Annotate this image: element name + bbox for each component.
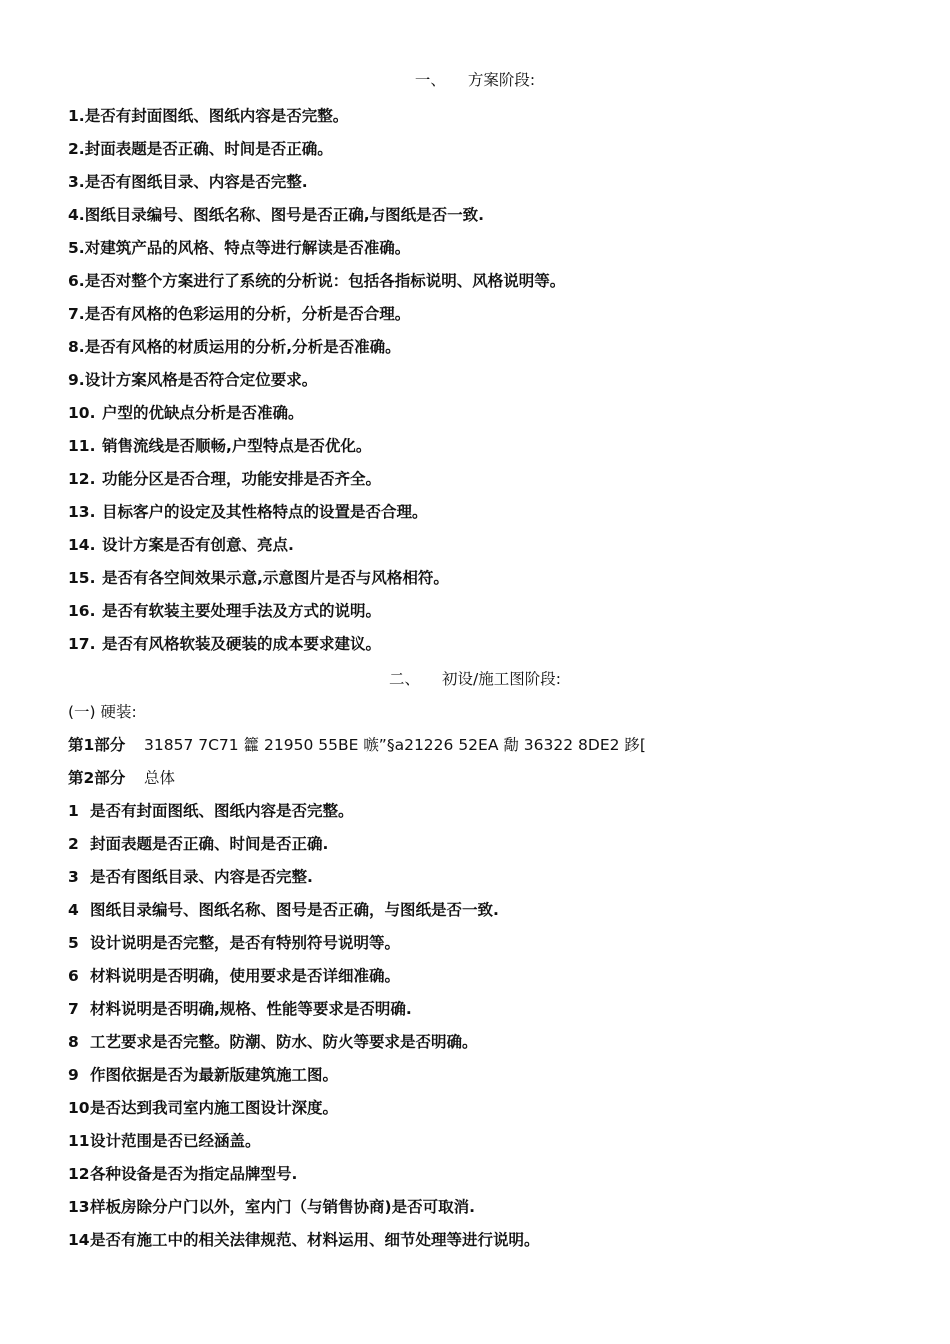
item-number: 11.: [68, 437, 96, 455]
item-text: 是否有图纸目录、内容是否完整.: [90, 868, 313, 886]
list-item: [68, 634, 381, 654]
item-text: 设计方案是否有创意、亮点.: [102, 536, 294, 554]
item-number: 4.: [68, 206, 85, 224]
section-1-heading: [0, 70, 950, 90]
item-text: 工艺要求是否完整。防潮、防水、防火等要求是否明确。: [90, 1033, 478, 1051]
section-2-heading-number: 二、: [389, 670, 421, 688]
list-item: [68, 867, 313, 887]
item-number: 16.: [68, 602, 96, 620]
list-item: [68, 900, 499, 920]
item-text: 是否有风格软装及硬装的成本要求建议。: [102, 635, 382, 653]
item-number: 6.: [68, 272, 85, 290]
item-text: 样板房除分户门以外，室内门（与销售协商)是否可取消.: [90, 1198, 475, 1216]
list-item: [68, 1164, 297, 1184]
item-text: 对建筑产品的风格、特点等进行解读是否准确。: [84, 239, 411, 257]
item-number: 13.: [68, 503, 96, 521]
item-number: 1: [68, 802, 79, 820]
item-number: 9: [68, 1066, 79, 1084]
item-text: 作图依据是否为最新版建筑施工图。: [90, 1066, 339, 1084]
part-2-label: 第2部分: [68, 769, 126, 787]
section-2-heading-text: 初设/施工图阶段:: [442, 670, 561, 688]
list-item: [68, 139, 333, 159]
list-item: [68, 106, 348, 126]
item-number: 3.: [68, 173, 85, 191]
item-text: 销售流线是否顺畅,户型特点是否优化。: [102, 437, 372, 455]
item-number: 15.: [68, 569, 96, 587]
list-item: [68, 337, 401, 357]
item-number: 14.: [68, 536, 96, 554]
item-number: 17.: [68, 635, 96, 653]
item-number: 7: [68, 1000, 79, 1018]
list-item: [68, 535, 294, 555]
sub-heading: (一) 硬装:: [68, 703, 137, 721]
item-text: 户型的优缺点分析是否准确。: [102, 404, 304, 422]
item-text: 图纸目录编号、图纸名称、图号是否正确，与图纸是否一致.: [90, 901, 499, 919]
list-item: [68, 205, 484, 225]
part-2-line: [68, 768, 175, 788]
item-number: 9.: [68, 371, 85, 389]
item-text: 设计说明是否完整，是否有特别符号说明等。: [90, 934, 401, 952]
list-item: [68, 601, 381, 621]
list-item: [68, 801, 354, 821]
item-text: 各种设备是否为指定品牌型号.: [90, 1165, 298, 1183]
item-text: 是否有软装主要处理手法及方式的说明。: [102, 602, 382, 620]
item-number: 12: [68, 1165, 90, 1183]
item-text: 设计方案风格是否符合定位要求。: [84, 371, 318, 389]
item-text: 是否有施工中的相关法律规范、材料运用、细节处理等进行说明。: [90, 1231, 540, 1249]
section-1-heading-text: 方案阶段:: [467, 71, 536, 89]
item-text: 材料说明是否明确,规格、性能等要求是否明确.: [90, 1000, 412, 1018]
list-item: [68, 834, 328, 854]
item-text: 封面表题是否正确、时间是否正确。: [84, 140, 333, 158]
item-number: 5.: [68, 239, 85, 257]
list-item: [68, 1197, 475, 1217]
item-number: 8: [68, 1033, 79, 1051]
item-number: 2.: [68, 140, 85, 158]
item-number: 4: [68, 901, 79, 919]
item-number: 8.: [68, 338, 85, 356]
item-text: 是否有封面图纸、图纸内容是否完整。: [90, 802, 354, 820]
list-item: [68, 1065, 338, 1085]
item-text: 封面表题是否正确、时间是否正确.: [90, 835, 329, 853]
list-item: [68, 568, 449, 588]
item-text: 是否有风格的材质运用的分析,分析是否准确。: [84, 338, 401, 356]
item-number: 1.: [68, 107, 85, 125]
item-number: 2: [68, 835, 79, 853]
item-text: 功能分区是否合理，功能安排是否齐全。: [102, 470, 382, 488]
item-text: 图纸目录编号、图纸名称、图号是否正确,与图纸是否一致.: [84, 206, 484, 224]
list-item: [68, 403, 304, 423]
list-item: [68, 304, 410, 324]
section-1-heading-number: 一、: [414, 71, 446, 89]
item-number: 11: [68, 1132, 90, 1150]
list-item: [68, 502, 428, 522]
list-item: [68, 1230, 540, 1250]
list-item: [68, 999, 412, 1019]
item-text: 是否有风格的色彩运用的分析，分析是否合理。: [84, 305, 411, 323]
list-item: [68, 271, 565, 291]
item-number: 6: [68, 967, 79, 985]
item-text: 是否有封面图纸、图纸内容是否完整。: [84, 107, 349, 125]
list-item: [68, 1131, 261, 1151]
item-number: 5: [68, 934, 79, 952]
item-text: 是否有图纸目录、内容是否完整.: [84, 173, 308, 191]
part-1-text: 31857 7C71 籱 21950 55BE 嗾”§a21226 52EA 勪 36322 8DE2 跢[: [144, 736, 646, 754]
list-item: [68, 370, 317, 390]
list-item: [68, 172, 308, 192]
item-text: 是否达到我司室内施工图设计深度。: [90, 1099, 339, 1117]
list-item: [68, 966, 400, 986]
part-1-line: [68, 735, 646, 755]
item-number: 13: [68, 1198, 90, 1216]
item-number: 10.: [68, 404, 96, 422]
item-text: 是否对整个方案进行了系统的分析说：包括各指标说明、风格说明等。: [84, 272, 566, 290]
item-text: 是否有各空间效果示意,示意图片是否与风格相符。: [102, 569, 449, 587]
list-item: [68, 436, 371, 456]
item-text: 目标客户的设定及其性格特点的设置是否合理。: [102, 503, 428, 521]
item-text: 设计范围是否已经涵盖。: [90, 1132, 261, 1150]
list-item: [68, 469, 381, 489]
item-number: 7.: [68, 305, 85, 323]
item-number: 12.: [68, 470, 96, 488]
item-text: 材料说明是否明确，使用要求是否详细准确。: [90, 967, 401, 985]
list-item: [68, 1032, 478, 1052]
item-number: 3: [68, 868, 79, 886]
list-item: [68, 238, 410, 258]
part-2-text: 总体: [144, 769, 176, 787]
section-2-heading: [0, 669, 950, 689]
item-number: 10: [68, 1099, 90, 1117]
list-item: [68, 933, 400, 953]
part-1-label: 第1部分: [68, 736, 126, 754]
item-number: 14: [68, 1231, 90, 1249]
list-item: [68, 1098, 338, 1118]
